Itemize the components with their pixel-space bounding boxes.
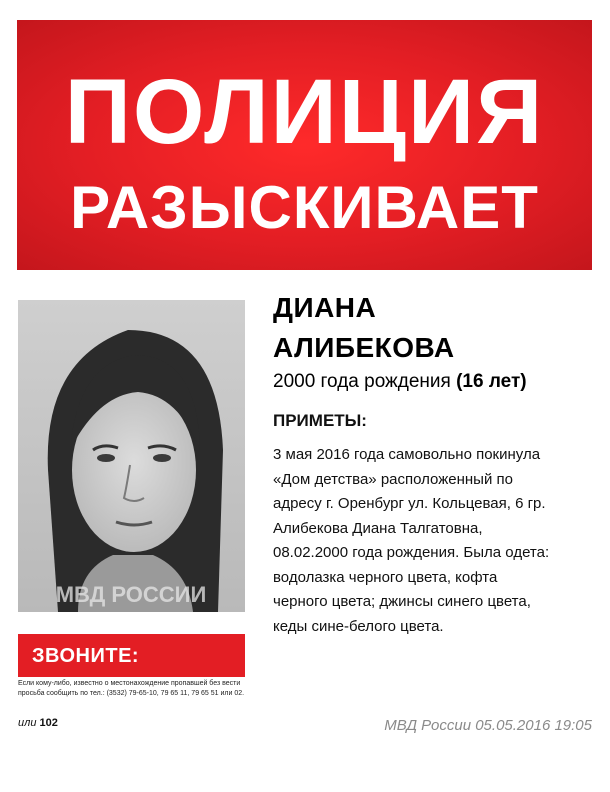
signs-description — [273, 443, 598, 639]
desc-line: 3 мая 2016 года самовольно покинула — [273, 446, 541, 463]
photo-watermark: МВД РОССИИ — [55, 582, 207, 607]
desc-line: водолазка черного цвета, кофта — [273, 568, 498, 586]
alt-phone-number: 102 — [39, 717, 58, 729]
footer-signature: МВД России 05.05.2016 19:05 — [384, 717, 592, 734]
birth-info — [273, 370, 527, 394]
banner-subtitle: РАЗЫСКИВАЕТ — [70, 174, 539, 241]
call-banner — [18, 634, 245, 677]
person-first-name: ДИАНА — [273, 292, 377, 323]
desc-line: кеды сине-белого цвета. — [273, 617, 444, 635]
desc-line: Алибекова Диана Талгатовна, — [273, 519, 483, 537]
desc-line: адресу г. Оренбург ул. Кольцевая, 6 гр. — [273, 495, 546, 512]
contact-note-line: просьба сообщить по тел.: (3532) 79-65-10, 79 65 11, 79 65 51 или 02. — [18, 690, 245, 697]
desc-line: черного цвета; джинсы синего цвета, — [273, 593, 531, 610]
call-label: ЗВОНИТЕ: — [32, 645, 140, 667]
alt-phone — [18, 716, 58, 730]
banner-title: ПОЛИЦИЯ — [64, 61, 545, 163]
contact-note — [18, 679, 258, 699]
wanted-banner — [17, 20, 592, 270]
desc-line: 08.02.2000 года рождения. Была одета: — [273, 544, 550, 561]
age-text: (16 лет) — [456, 371, 527, 392]
missing-person-photo — [18, 300, 245, 612]
desc-line: «Дом детства» расположенный по — [273, 470, 513, 488]
signs-heading: ПРИМЕТЫ: — [273, 411, 367, 430]
contact-note-line: Если кому-либо, известно о местонахождение пропавшей без вести — [18, 680, 241, 687]
birth-year-text: 2000 года рождения — [273, 371, 451, 392]
or-text: или — [18, 717, 37, 729]
person-last-name: АЛИБЕКОВА — [273, 332, 455, 363]
